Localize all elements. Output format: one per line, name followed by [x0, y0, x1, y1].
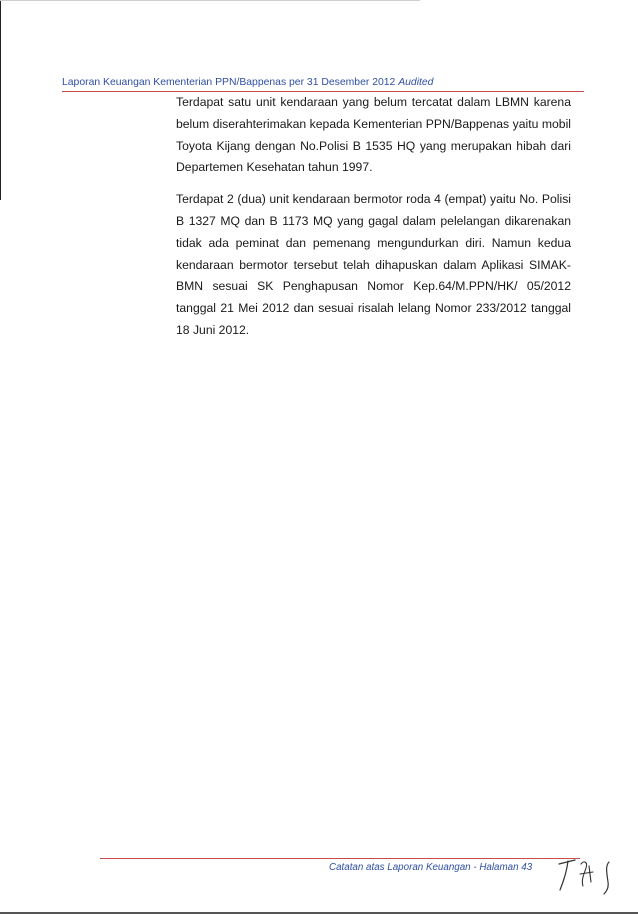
handwritten-initials: [553, 852, 623, 896]
paragraph-failed-auction: Terdapat 2 (dua) unit kendaraan bermotor roda 4 (empat) yaitu No. Polisi B 1327 MQ dan B 1173 MQ yang gagal dalam pelelangan dikarenakan tidak ada peminat dan pemenang mengundurkan diri. Namun kedua kendaraan bermotor tersebut telah dihapuskan dalam Aplikasi SIMAK-BMN sesuai SK Penghapusan Nomor Kep.64/M.PPN/HK/ 05/2012 tanggal 21 Mei 2012 dan sesuai risalah lelang Nomor 233/2012 tanggal 18 Juni 2012.: [176, 192, 571, 337]
header-audited: Audited: [398, 77, 434, 88]
footer-divider: [100, 858, 580, 859]
document-body: [176, 92, 571, 352]
page-header: [62, 77, 433, 88]
scan-edge-top: [0, 0, 420, 1]
header-title: Laporan Keuangan Kementerian PPN/Bappenas per 31 Desember 2012: [62, 77, 396, 88]
paragraph-unrecorded-vehicle: Terdapat satu unit kendaraan yang belum tercatat dalam LBMN karena belum diserahterimakan kepada Kementerian PPN/Bappenas yaitu mobil Toyota Kijang dengan No.Polisi B 1535 HQ yang merupakan hibah dari Departemen Kesehatan tahun 1997.: [176, 95, 571, 175]
scan-edge-left: [0, 0, 1, 200]
footer-page-label: Catatan atas Laporan Keuangan - Halaman 43: [329, 862, 533, 873]
